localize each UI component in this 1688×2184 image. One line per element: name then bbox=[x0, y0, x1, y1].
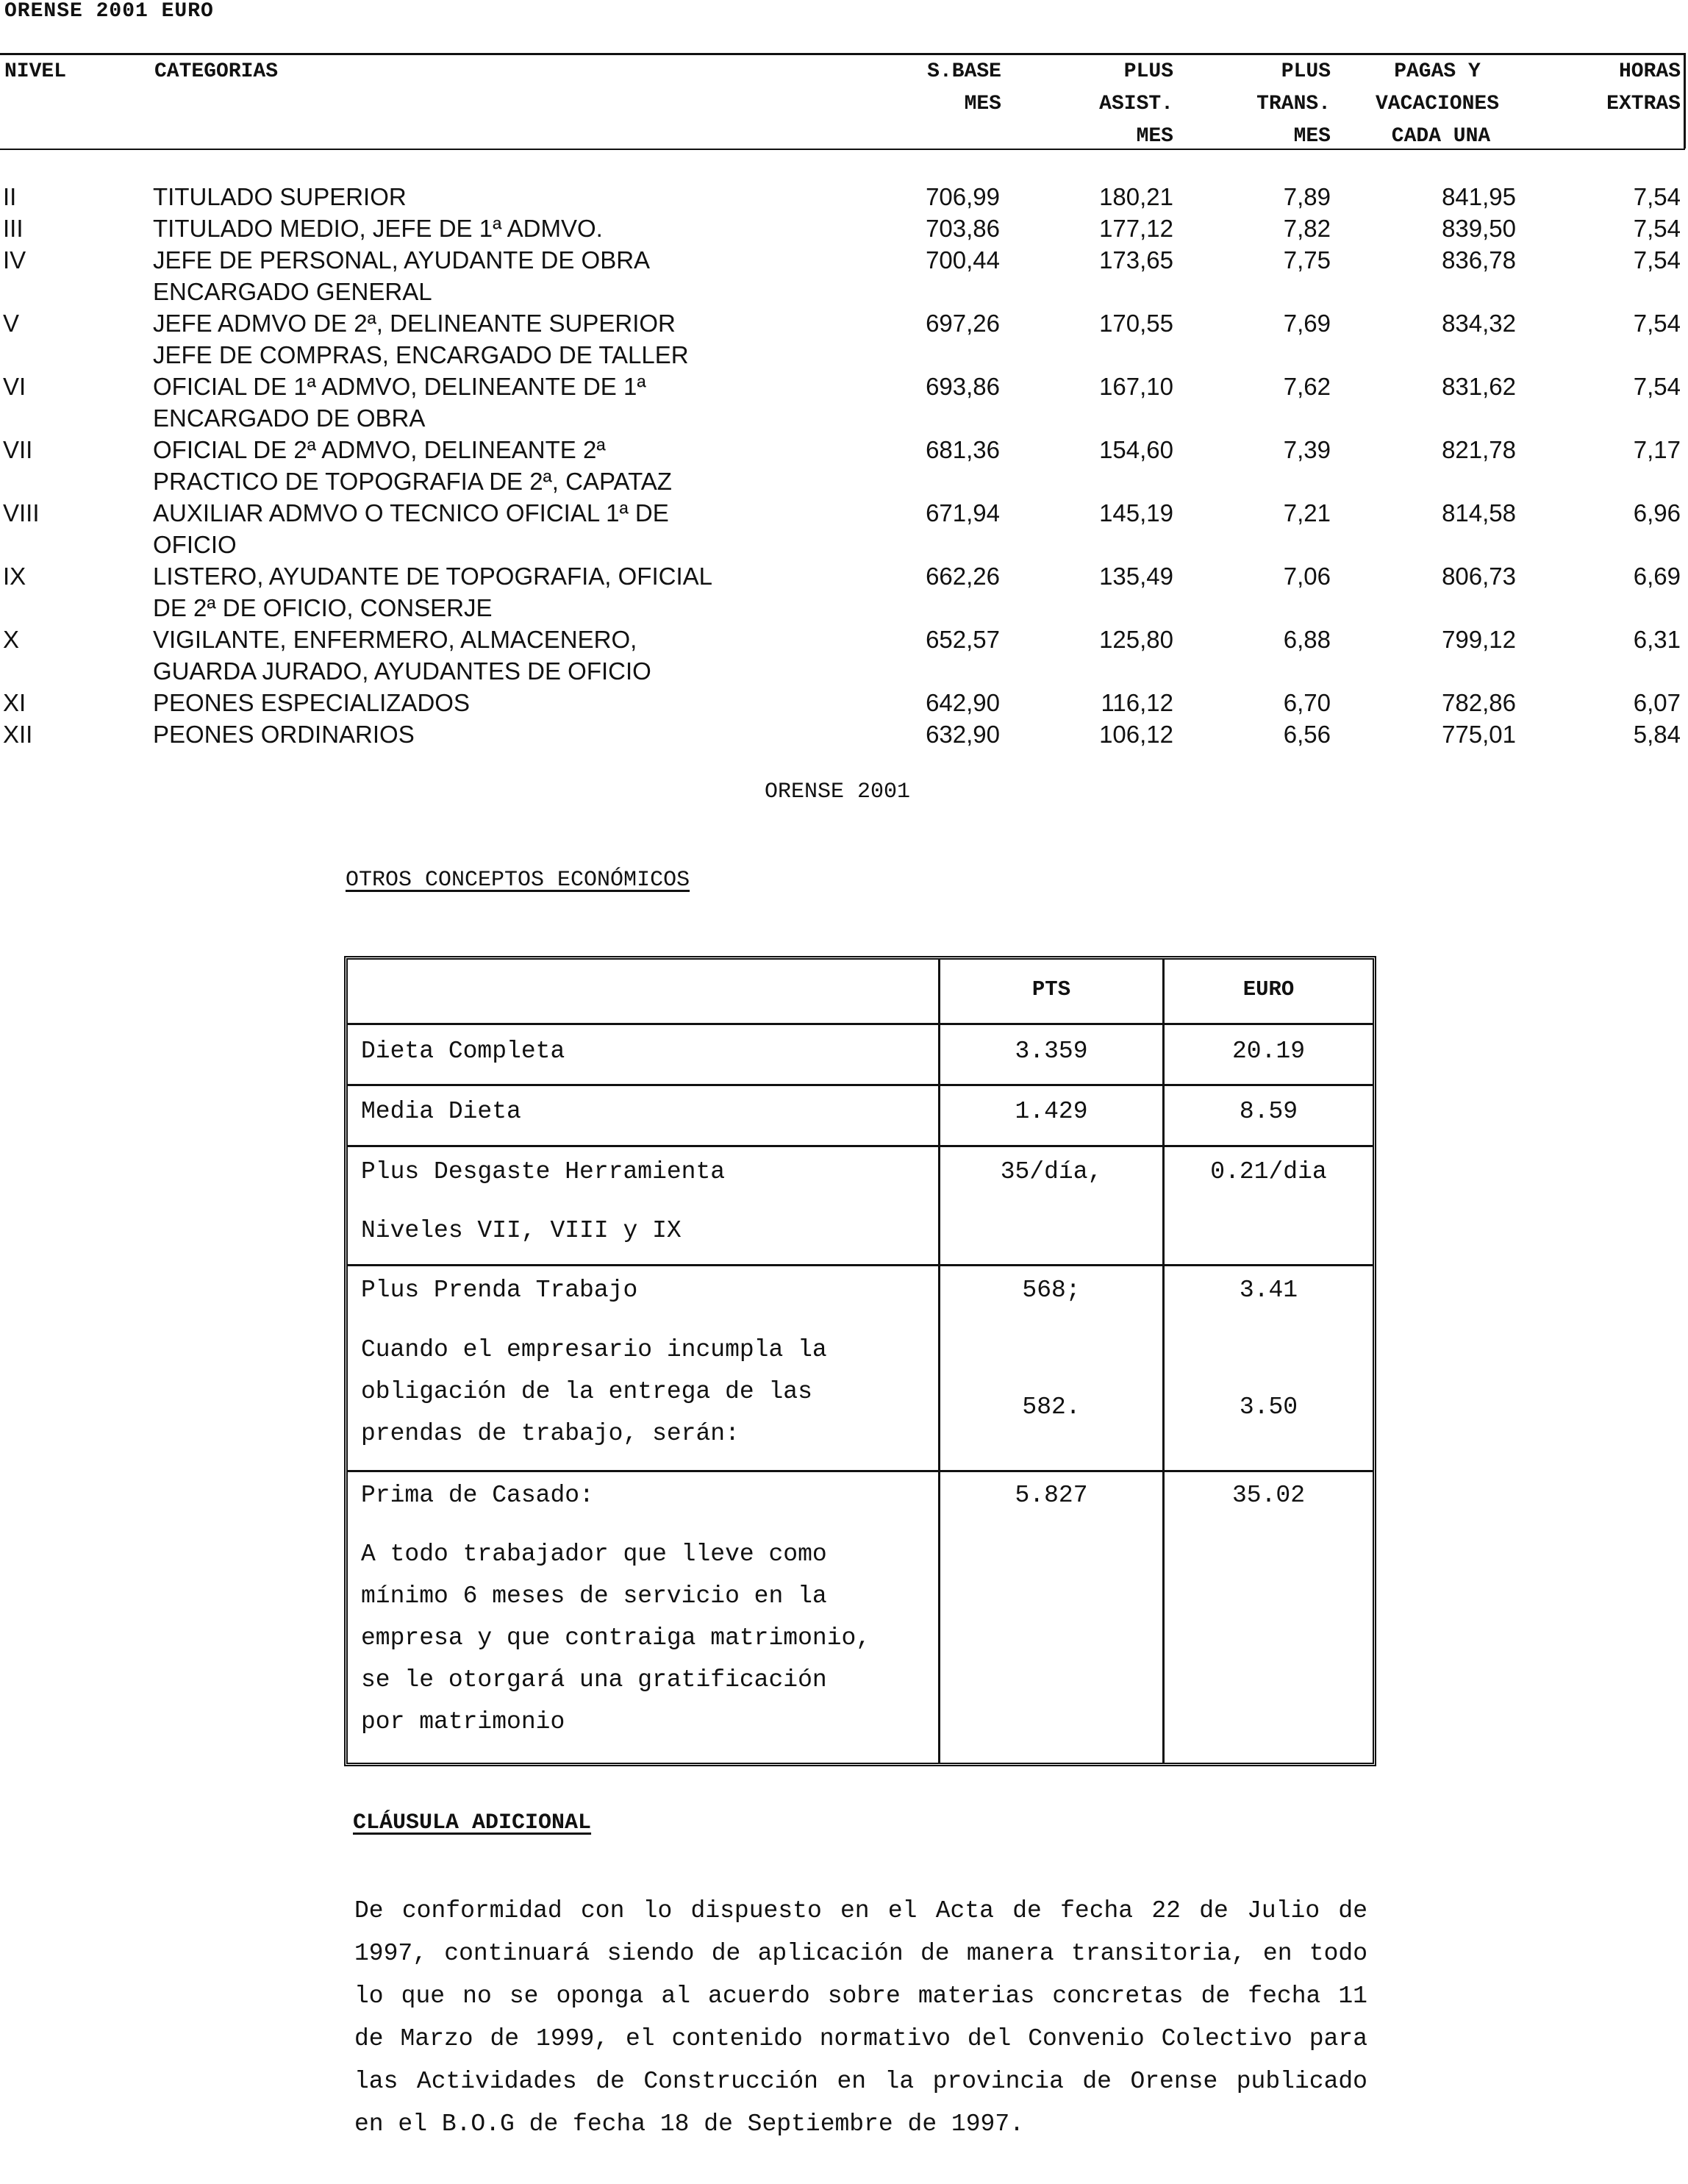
cell-base: 706,99 bbox=[926, 183, 1000, 210]
clausula-paragraph: De conformidad con lo dispuesto en el Acta de fecha 22 de Julio de 1997, continuará siendo de aplicación de manera transitoria, en todo lo que no se oponga al acuerdo sobre materias concretas de fecha 11 de Marzo de 1999, el contenido normativo del Convenio Colectivo para las Actividades de Construcción en la provincia de Orense publicado en el B.O.G de fecha 18 de Septiembre de 1997. bbox=[354, 1897, 1367, 2138]
cell-base: 700,44 bbox=[926, 246, 1000, 274]
cell-horas: 7,17 bbox=[1633, 436, 1681, 463]
header-pagas-1: PAGAS Y bbox=[1394, 60, 1481, 83]
cell-pagas: 839,50 bbox=[1442, 215, 1516, 242]
column-divider bbox=[938, 960, 940, 1763]
cell-base: 662,26 bbox=[926, 563, 1000, 590]
cell-nivel: XII bbox=[3, 721, 33, 748]
cell-categoria: JEFE ADMVO DE 2ª, DELINEANTE SUPERIOR JEFE DE COMPRAS, ENCARGADO DE TALLER bbox=[153, 310, 689, 368]
cell-nivel: VIII bbox=[3, 499, 40, 527]
cell-asist: 170,55 bbox=[1099, 310, 1173, 337]
row-divider bbox=[348, 1023, 1373, 1025]
cell-categoria: AUXILIAR ADMVO O TECNICO OFICIAL 1ª DE OFICIO bbox=[153, 499, 669, 558]
cell-trans: 7,21 bbox=[1283, 499, 1331, 527]
row-divider bbox=[348, 1145, 1373, 1147]
cell-trans: 7,82 bbox=[1283, 215, 1331, 242]
cell-asist: 173,65 bbox=[1099, 246, 1173, 274]
cell-asist: 145,19 bbox=[1099, 499, 1173, 527]
cell-horas: 6,69 bbox=[1633, 563, 1681, 590]
cell-horas: 6,96 bbox=[1633, 499, 1681, 527]
desgaste-sub: Niveles VII, VIII y IX bbox=[361, 1217, 682, 1244]
cell-base: 703,86 bbox=[926, 215, 1000, 242]
header-pagas-3: CADA UNA bbox=[1391, 125, 1491, 148]
media-dieta-euro: 8.59 bbox=[1239, 1098, 1298, 1125]
clausula-title: CLÁUSULA ADICIONAL bbox=[353, 1810, 592, 1835]
header-horas-1: HORAS bbox=[1618, 60, 1681, 83]
desgaste-pts: 35/día, bbox=[1000, 1158, 1103, 1185]
cell-pagas: 836,78 bbox=[1442, 246, 1516, 274]
prenda-sub-euro: 3.50 bbox=[1239, 1393, 1298, 1421]
cell-pagas: 831,62 bbox=[1442, 373, 1516, 400]
cell-pagas: 782,86 bbox=[1442, 689, 1516, 716]
cell-asist: 135,49 bbox=[1099, 563, 1173, 590]
cell-asist: 180,21 bbox=[1099, 183, 1173, 210]
prenda-pts: 568; bbox=[1022, 1277, 1081, 1304]
cell-horas: 7,54 bbox=[1633, 183, 1681, 210]
cell-horas: 7,54 bbox=[1633, 310, 1681, 337]
dieta-completa-pts: 3.359 bbox=[1015, 1038, 1088, 1065]
cell-categoria: PEONES ORDINARIOS bbox=[153, 721, 415, 748]
cell-horas: 7,54 bbox=[1633, 215, 1681, 242]
cell-pagas: 841,95 bbox=[1442, 183, 1516, 210]
prenda-euro: 3.41 bbox=[1239, 1277, 1298, 1304]
cell-pagas: 775,01 bbox=[1442, 721, 1516, 748]
header-horas-2: EXTRAS bbox=[1606, 93, 1681, 115]
otros-table bbox=[344, 956, 1376, 1766]
cell-trans: 6,88 bbox=[1283, 626, 1331, 653]
cell-nivel: XI bbox=[3, 689, 26, 716]
cell-horas: 7,54 bbox=[1633, 373, 1681, 400]
cell-nivel: III bbox=[3, 215, 24, 242]
row-divider bbox=[348, 1470, 1373, 1472]
cell-asist: 125,80 bbox=[1099, 626, 1173, 653]
header-euro: EURO bbox=[1242, 977, 1295, 1002]
cell-horas: 7,54 bbox=[1633, 246, 1681, 274]
cell-categoria: JEFE DE PERSONAL, AYUDANTE DE OBRA ENCARGADO GENERAL bbox=[153, 246, 651, 305]
cell-base: 681,36 bbox=[926, 436, 1000, 463]
row-divider bbox=[348, 1264, 1373, 1266]
section-footer-label: ORENSE 2001 bbox=[765, 779, 911, 804]
dieta-completa-label: Dieta Completa bbox=[361, 1038, 565, 1065]
cell-pagas: 814,58 bbox=[1442, 499, 1516, 527]
prenda-sub-pts: 582. bbox=[1022, 1393, 1081, 1421]
cell-nivel: IV bbox=[3, 246, 26, 274]
cell-pagas: 806,73 bbox=[1442, 563, 1516, 590]
cell-asist: 177,12 bbox=[1099, 215, 1173, 242]
cell-categoria: TITULADO MEDIO, JEFE DE 1ª ADMVO. bbox=[153, 215, 603, 242]
cell-trans: 6,56 bbox=[1283, 721, 1331, 748]
cell-nivel: V bbox=[3, 310, 20, 337]
casado-label: Prima de Casado: bbox=[361, 1482, 594, 1509]
cell-pagas: 834,32 bbox=[1442, 310, 1516, 337]
header-trans-2: TRANS. bbox=[1256, 93, 1331, 115]
cell-pagas: 799,12 bbox=[1442, 626, 1516, 653]
header-trans-3: MES bbox=[1293, 125, 1331, 148]
media-dieta-pts: 1.429 bbox=[1015, 1098, 1088, 1125]
cell-horas: 5,84 bbox=[1633, 721, 1681, 748]
header-base-1: S.BASE bbox=[927, 60, 1001, 83]
desgaste-euro: 0.21/dia bbox=[1210, 1158, 1327, 1185]
header-nivel: NIVEL bbox=[4, 60, 67, 83]
header-pagas-2: VACACIONES bbox=[1375, 93, 1500, 115]
cell-categoria: PEONES ESPECIALIZADOS bbox=[153, 689, 470, 716]
cell-trans: 6,70 bbox=[1283, 689, 1331, 716]
cell-nivel: VII bbox=[3, 436, 33, 463]
cell-base: 697,26 bbox=[926, 310, 1000, 337]
table-top-rule bbox=[0, 53, 1685, 55]
cell-trans: 7,39 bbox=[1283, 436, 1331, 463]
cell-categoria: OFICIAL DE 1ª ADMVO, DELINEANTE DE 1ª ENCARGADO DE OBRA bbox=[153, 373, 646, 432]
cell-base: 693,86 bbox=[926, 373, 1000, 400]
header-asist-1: PLUS bbox=[1123, 60, 1173, 83]
cell-horas: 6,31 bbox=[1633, 626, 1681, 653]
cell-trans: 7,69 bbox=[1283, 310, 1331, 337]
cell-nivel: X bbox=[3, 626, 20, 653]
header-pts: PTS bbox=[1031, 977, 1071, 1002]
header-categorias: CATEGORIAS bbox=[154, 60, 279, 83]
cell-asist: 116,12 bbox=[1101, 689, 1173, 716]
header-base-2: MES bbox=[964, 93, 1001, 115]
cell-trans: 7,75 bbox=[1283, 246, 1331, 274]
row-divider bbox=[348, 1084, 1373, 1086]
cell-categoria: OFICIAL DE 2ª ADMVO, DELINEANTE 2ª PRACTICO DE TOPOGRAFIA DE 2ª, CAPATAZ bbox=[153, 436, 672, 495]
cell-categoria: LISTERO, AYUDANTE DE TOPOGRAFIA, OFICIAL DE 2ª DE OFICIO, CONSERJE bbox=[153, 563, 712, 621]
cell-base: 652,57 bbox=[926, 626, 1000, 653]
header-asist-2: ASIST. bbox=[1099, 93, 1173, 115]
otros-section-title: OTROS CONCEPTOS ECONÓMICOS bbox=[346, 868, 690, 893]
column-divider bbox=[1162, 960, 1165, 1763]
document-title: ORENSE 2001 EURO bbox=[4, 0, 214, 23]
cell-asist: 154,60 bbox=[1099, 436, 1173, 463]
cell-base: 632,90 bbox=[926, 721, 1000, 748]
prenda-sub: Cuando el empresario incumpla la obligación de la entrega de las prendas de trabajo, serán: bbox=[361, 1336, 827, 1447]
cell-nivel: IX bbox=[3, 563, 26, 590]
cell-horas: 6,07 bbox=[1633, 689, 1681, 716]
prenda-label: Plus Prenda Trabajo bbox=[361, 1277, 638, 1304]
cell-base: 671,94 bbox=[926, 499, 1000, 527]
header-trans-1: PLUS bbox=[1281, 60, 1331, 83]
cell-nivel: VI bbox=[3, 373, 26, 400]
cell-pagas: 821,78 bbox=[1442, 436, 1516, 463]
table-right-rule bbox=[1684, 53, 1686, 149]
cell-trans: 7,62 bbox=[1283, 373, 1331, 400]
cell-base: 642,90 bbox=[926, 689, 1000, 716]
cell-asist: 106,12 bbox=[1099, 721, 1173, 748]
casado-pts: 5.827 bbox=[1015, 1482, 1088, 1509]
desgaste-label: Plus Desgaste Herramienta bbox=[361, 1158, 726, 1185]
cell-nivel: II bbox=[3, 183, 17, 210]
cell-categoria: VIGILANTE, ENFERMERO, ALMACENERO, GUARDA JURADO, AYUDANTES DE OFICIO bbox=[153, 626, 651, 685]
casado-euro: 35.02 bbox=[1231, 1482, 1306, 1509]
casado-sub: A todo trabajador que lleve como mínimo 6 meses de servicio en la empresa y que contraiga matrimonio, se le otorgará una gratificación por matrimonio bbox=[361, 1541, 871, 1735]
header-asist-3: MES bbox=[1136, 125, 1173, 148]
media-dieta-label: Media Dieta bbox=[361, 1098, 521, 1125]
cell-trans: 7,89 bbox=[1283, 183, 1331, 210]
dieta-completa-euro: 20.19 bbox=[1231, 1038, 1306, 1065]
cell-categoria: TITULADO SUPERIOR bbox=[153, 183, 407, 210]
cell-asist: 167,10 bbox=[1099, 373, 1173, 400]
cell-trans: 7,06 bbox=[1283, 563, 1331, 590]
